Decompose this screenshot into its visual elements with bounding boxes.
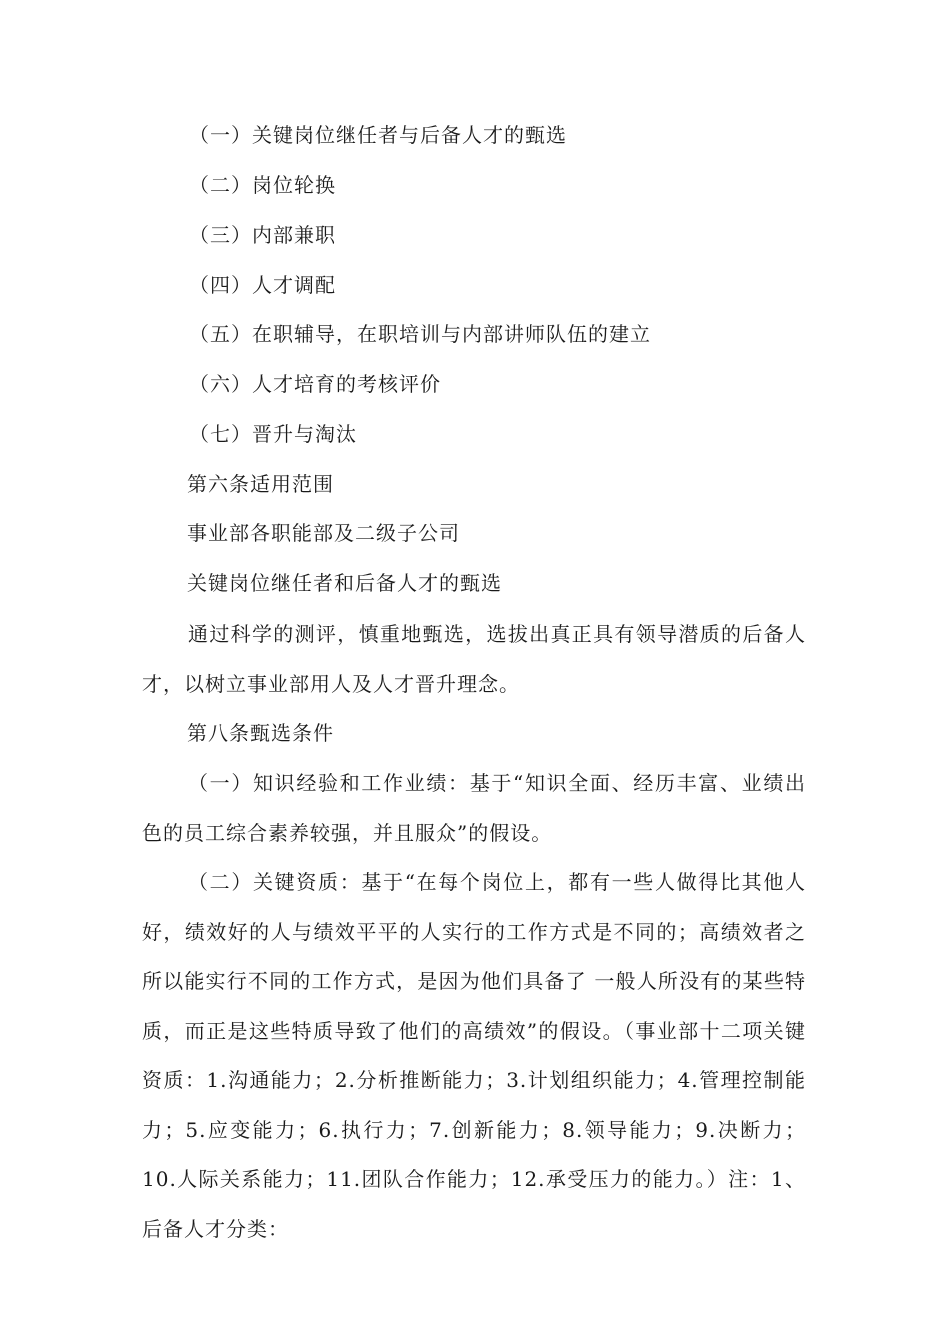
purpose-paragraph: 通过科学的测评，慎重地甄选，选拔出真正具有领导潜质的后备人才，以树立事业部用人及人才晋升理念。 [142, 622, 806, 696]
list-item: （一）关键岗位继任者与后备人才的甄选 [189, 123, 567, 147]
article-6-title: 第六条适用范围 [187, 472, 334, 496]
condition-2-paragraph: （二）关键资质：基于“在每个岗位上，都有一些人做得比其他人好，绩效好的人与绩效平平的人实行的工作方式是不同的；高绩效者之所以能实行不同的工作方式，是因为他们具备了 一般人所没有的某些特质，而正是这些特质导致了他们的高绩效”的假设。（事业部十二项关键资质：1.沟通能力；2.分析推断能力；3.计划组织能力；4.管理控制能力；5.应变能力；6.执行力；7.创新能力；8.领导能力；9.决断力；10.人际关系能力；11.团队合作能力；12.承受压力的能力。）注：1、后备人才分类： [142, 870, 806, 1241]
list-item: （六）人才培育的考核评价 [189, 372, 441, 396]
condition-1-paragraph: （一）知识经验和工作业绩：基于“知识全面、经历丰富、业绩出色的员工综合素养较强，并且服众”的假设。 [142, 771, 806, 845]
list-item: （二）岗位轮换 [189, 173, 336, 197]
list-item: （三）内部兼职 [189, 223, 336, 247]
section-heading: 关键岗位继任者和后备人才的甄选 [187, 571, 502, 595]
list-item: （七）晋升与淘汰 [189, 422, 357, 446]
article-8-title: 第八条甄选条件 [187, 721, 334, 745]
article-6-scope: 事业部各职能部及二级子公司 [187, 521, 460, 545]
list-item: （四）人才调配 [189, 273, 336, 297]
list-item: （五）在职辅导，在职培训与内部讲师队伍的建立 [189, 322, 651, 346]
